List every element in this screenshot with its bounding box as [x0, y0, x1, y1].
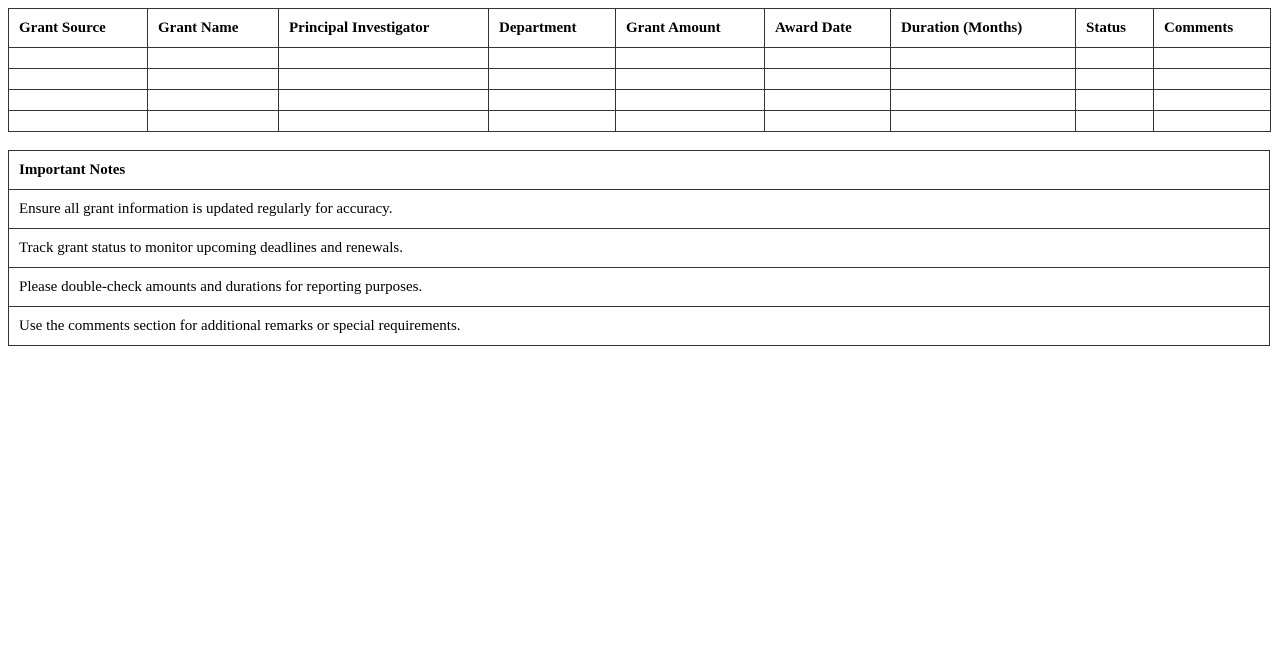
notes-header-row	[9, 151, 1270, 190]
header-principal-investigator: Principal Investigator	[279, 9, 489, 48]
table-cell[interactable]	[765, 90, 891, 111]
table-cell[interactable]	[1154, 111, 1271, 132]
table-cell[interactable]	[891, 111, 1076, 132]
table-cell[interactable]	[1076, 69, 1154, 90]
note-item: Ensure all grant information is updated regularly for accuracy.	[9, 190, 1270, 229]
note-row	[9, 190, 1270, 229]
table-cell[interactable]	[9, 111, 148, 132]
table-cell[interactable]	[891, 90, 1076, 111]
note-row	[9, 307, 1270, 346]
header-grant-amount: Grant Amount	[616, 9, 765, 48]
table-row	[9, 48, 1271, 69]
table-cell[interactable]	[279, 90, 489, 111]
grants-header-row	[9, 9, 1271, 48]
table-cell[interactable]	[1076, 111, 1154, 132]
table-row	[9, 90, 1271, 111]
table-cell[interactable]	[1076, 90, 1154, 111]
table-cell[interactable]	[891, 48, 1076, 69]
table-cell[interactable]	[148, 48, 279, 69]
table-cell[interactable]	[148, 69, 279, 90]
table-cell[interactable]	[489, 90, 616, 111]
table-cell[interactable]	[489, 111, 616, 132]
table-cell[interactable]	[279, 111, 489, 132]
note-item: Track grant status to monitor upcoming deadlines and renewals.	[9, 229, 1270, 268]
table-cell[interactable]	[148, 90, 279, 111]
header-grant-source: Grant Source	[9, 9, 148, 48]
table-cell[interactable]	[765, 48, 891, 69]
note-item: Use the comments section for additional remarks or special requirements.	[9, 307, 1270, 346]
header-department: Department	[489, 9, 616, 48]
table-cell[interactable]	[9, 90, 148, 111]
table-cell[interactable]	[616, 48, 765, 69]
table-cell[interactable]	[489, 69, 616, 90]
header-duration-months: Duration (Months)	[891, 9, 1076, 48]
table-cell[interactable]	[279, 48, 489, 69]
note-row	[9, 229, 1270, 268]
table-cell[interactable]	[616, 90, 765, 111]
header-award-date: Award Date	[765, 9, 891, 48]
notes-title: Important Notes	[9, 151, 1270, 190]
grants-table	[8, 8, 1271, 132]
table-cell[interactable]	[1154, 48, 1271, 69]
table-cell[interactable]	[9, 48, 148, 69]
notes-table	[8, 150, 1270, 346]
table-cell[interactable]	[765, 111, 891, 132]
table-cell[interactable]	[1154, 90, 1271, 111]
table-cell[interactable]	[765, 69, 891, 90]
table-cell[interactable]	[891, 69, 1076, 90]
table-cell[interactable]	[489, 48, 616, 69]
table-cell[interactable]	[279, 69, 489, 90]
note-item: Please double-check amounts and durations for reporting purposes.	[9, 268, 1270, 307]
table-cell[interactable]	[9, 69, 148, 90]
table-cell[interactable]	[1076, 48, 1154, 69]
header-grant-name: Grant Name	[148, 9, 279, 48]
table-cell[interactable]	[1154, 69, 1271, 90]
header-comments: Comments	[1154, 9, 1271, 48]
note-row	[9, 268, 1270, 307]
table-row	[9, 111, 1271, 132]
header-status: Status	[1076, 9, 1154, 48]
table-row	[9, 69, 1271, 90]
table-cell[interactable]	[148, 111, 279, 132]
table-cell[interactable]	[616, 111, 765, 132]
table-cell[interactable]	[616, 69, 765, 90]
